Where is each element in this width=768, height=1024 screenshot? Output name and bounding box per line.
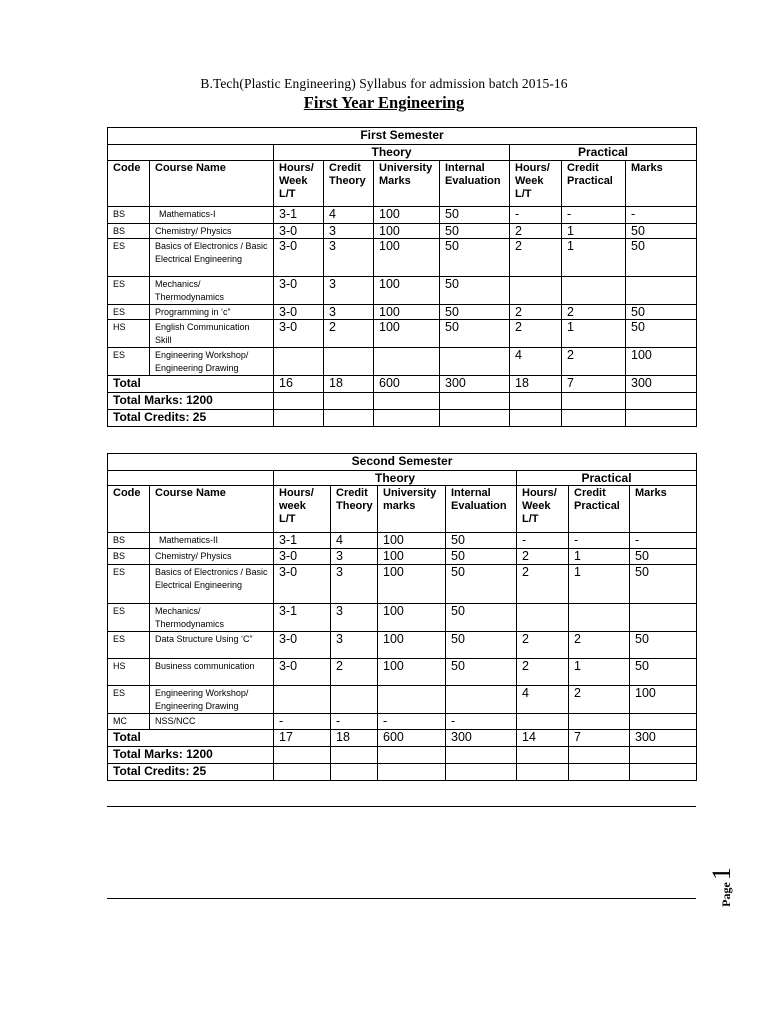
total-p-credit: 7 (569, 730, 630, 747)
course-credit: 2 (331, 659, 378, 686)
course-row (108, 549, 697, 565)
total-credit: 18 (331, 730, 378, 747)
course-internal: 50 (446, 604, 517, 632)
column-header-row (108, 486, 697, 533)
course-p-credit (562, 277, 626, 305)
document-subtitle: First Year Engineering (303, 93, 465, 112)
course-internal: 50 (446, 549, 517, 565)
course-credit: 3 (331, 632, 378, 659)
course-marks: 50 (630, 565, 697, 604)
total-credits: Total Credits: 25 (108, 410, 274, 427)
total-label: Total (108, 730, 274, 747)
university-marks-header: University Marks (374, 161, 440, 207)
course-marks: 50 (626, 239, 697, 277)
course-marks: 50 (626, 320, 697, 348)
course-p-hours: 4 (510, 348, 562, 376)
course-row (108, 239, 697, 277)
course-p-hours: 2 (517, 632, 569, 659)
course-hours (274, 686, 331, 714)
course-p-hours: 2 (510, 320, 562, 348)
hours-week-header: Hours/ Week L/T (274, 161, 324, 207)
course-credit (331, 686, 378, 714)
course-name: English Communication Skill (150, 320, 274, 348)
course-hours: 3-0 (274, 632, 331, 659)
total-row (108, 730, 697, 747)
footer-rule-bottom (107, 898, 696, 899)
university-marks-header: University marks (378, 486, 446, 533)
course-p-credit: 1 (569, 659, 630, 686)
course-code: HS (108, 659, 150, 686)
course-p-credit: - (562, 207, 626, 224)
course-univ: 100 (374, 320, 440, 348)
total-credits-blank (440, 410, 510, 427)
total-credits: Total Credits: 25 (108, 764, 274, 781)
course-credit: 4 (324, 207, 374, 224)
course-code: ES (108, 686, 150, 714)
course-univ: 100 (378, 632, 446, 659)
course-p-hours: 2 (510, 305, 562, 320)
course-univ: 100 (374, 305, 440, 320)
total-marks-blank (517, 747, 569, 764)
course-code: BS (108, 533, 150, 549)
course-p-credit: 2 (562, 305, 626, 320)
course-hours: 3-0 (274, 320, 324, 348)
course-marks: 50 (630, 659, 697, 686)
practical-group-header: Practical (517, 471, 697, 486)
course-internal: 50 (440, 277, 510, 305)
credit-practical-header: Credit Practical (562, 161, 626, 207)
course-marks (630, 604, 697, 632)
course-row (108, 714, 697, 730)
total-credit: 18 (324, 376, 374, 393)
course-p-hours: 2 (517, 565, 569, 604)
code-header: Code (108, 486, 150, 533)
total-internal: 300 (446, 730, 517, 747)
course-marks (630, 714, 697, 730)
course-code: MC (108, 714, 150, 730)
course-marks: 100 (630, 686, 697, 714)
total-marks-blank (630, 747, 697, 764)
page-word: Page (719, 882, 733, 907)
course-code: ES (108, 305, 150, 320)
practical-hours-header: Hours/ Week L/T (517, 486, 569, 533)
course-p-hours (510, 277, 562, 305)
total-credits-row (108, 410, 697, 427)
course-p-hours: 2 (517, 549, 569, 565)
internal-evaluation-header: Internal Evaluation (446, 486, 517, 533)
course-internal (440, 348, 510, 376)
course-hours: 3-1 (274, 533, 331, 549)
course-name: Chemistry/ Physics (150, 224, 274, 239)
total-credits-blank (324, 410, 374, 427)
course-univ (374, 348, 440, 376)
course-p-credit (569, 714, 630, 730)
course-internal: 50 (446, 632, 517, 659)
total-marks-blank (274, 393, 324, 410)
total-p-hours: 14 (517, 730, 569, 747)
course-code: BS (108, 207, 150, 224)
marks-header: Marks (626, 161, 697, 207)
course-p-hours: 2 (517, 659, 569, 686)
total-marks-blank (569, 747, 630, 764)
course-code: ES (108, 565, 150, 604)
course-credit: 3 (324, 224, 374, 239)
document-subtitle-wrap (0, 93, 768, 113)
course-credit: 3 (324, 305, 374, 320)
total-marks-row (108, 393, 697, 410)
internal-evaluation-header: Internal Evaluation (440, 161, 510, 207)
total-p-hours: 18 (510, 376, 562, 393)
first-semester-table (107, 127, 697, 427)
total-marks-blank (510, 393, 562, 410)
course-row (108, 604, 697, 632)
semester-title: First Semester (108, 128, 697, 145)
course-p-hours: 2 (510, 224, 562, 239)
course-row (108, 348, 697, 376)
total-label: Total (108, 376, 274, 393)
column-header-row (108, 161, 697, 207)
course-credit: 3 (324, 277, 374, 305)
total-credits-blank (630, 764, 697, 781)
course-internal: 50 (446, 533, 517, 549)
course-internal: 50 (446, 565, 517, 604)
course-row (108, 565, 697, 604)
semester-title-row (108, 454, 697, 471)
total-credits-blank (626, 410, 697, 427)
course-code: ES (108, 632, 150, 659)
course-p-credit: 2 (569, 686, 630, 714)
course-marks (626, 277, 697, 305)
total-credits-blank (569, 764, 630, 781)
course-hours: - (274, 714, 331, 730)
course-credit: 2 (324, 320, 374, 348)
course-univ: 100 (378, 533, 446, 549)
course-p-credit: - (569, 533, 630, 549)
total-marks-blank (626, 393, 697, 410)
course-name: Basics of Electronics / Basic Electrical Engineering (150, 565, 274, 604)
total-credits-blank (274, 764, 331, 781)
semester-title: Second Semester (108, 454, 697, 471)
course-internal: 50 (440, 320, 510, 348)
course-hours: 3-0 (274, 549, 331, 565)
course-name: Mathematics-I (150, 207, 274, 224)
total-p-credit: 7 (562, 376, 626, 393)
total-row (108, 376, 697, 393)
course-hours: 3-0 (274, 239, 324, 277)
course-code: HS (108, 320, 150, 348)
course-p-credit: 2 (569, 632, 630, 659)
course-name: Programming in ‘c” (150, 305, 274, 320)
page-number: 1 (707, 867, 736, 881)
course-hours: 3-1 (274, 604, 331, 632)
credit-theory-header: Credit Theory (331, 486, 378, 533)
total-univ: 600 (378, 730, 446, 747)
course-row (108, 686, 697, 714)
total-credits-blank (378, 764, 446, 781)
semester-title-row (108, 128, 697, 145)
course-hours: 3-0 (274, 224, 324, 239)
credit-theory-header: Credit Theory (324, 161, 374, 207)
course-p-hours: - (517, 533, 569, 549)
course-hours: 3-0 (274, 305, 324, 320)
total-hours: 17 (274, 730, 331, 747)
course-p-credit: 1 (562, 239, 626, 277)
course-name: Basics of Electronics / Basic Electrical Engineering (150, 239, 274, 277)
course-p-hours: 2 (510, 239, 562, 277)
course-univ: 100 (374, 207, 440, 224)
page-number-label (707, 867, 757, 907)
course-hours: 3-0 (274, 277, 324, 305)
credit-practical-header: Credit Practical (569, 486, 630, 533)
course-row (108, 277, 697, 305)
total-marks: Total Marks: 1200 (108, 393, 274, 410)
course-internal: - (446, 714, 517, 730)
course-credit: 3 (331, 604, 378, 632)
code-header: Code (108, 161, 150, 207)
course-univ: 100 (378, 565, 446, 604)
course-name: Engineering Workshop/ Engineering Drawing (150, 686, 274, 714)
course-credit: - (331, 714, 378, 730)
course-code: ES (108, 604, 150, 632)
total-marks-row (108, 747, 697, 764)
course-credit: 3 (324, 239, 374, 277)
course-hours (274, 348, 324, 376)
total-credits-blank (274, 410, 324, 427)
course-name: NSS/NCC (150, 714, 274, 730)
course-internal: 50 (440, 239, 510, 277)
practical-group-header: Practical (510, 145, 697, 161)
course-p-credit (569, 604, 630, 632)
course-marks: 50 (630, 549, 697, 565)
total-marks-blank (446, 747, 517, 764)
course-hours: 3-1 (274, 207, 324, 224)
course-p-credit: 2 (562, 348, 626, 376)
course-p-credit: 1 (569, 549, 630, 565)
total-credits-row (108, 764, 697, 781)
course-name-header: Course Name (150, 486, 274, 533)
course-internal (446, 686, 517, 714)
course-row (108, 305, 697, 320)
course-credit: 3 (331, 565, 378, 604)
total-marks: Total Marks: 1200 (108, 747, 274, 764)
course-credit: 3 (331, 549, 378, 565)
course-p-hours: 4 (517, 686, 569, 714)
total-credits-blank (517, 764, 569, 781)
total-credits-blank (510, 410, 562, 427)
course-row (108, 207, 697, 224)
total-marks-blank (378, 747, 446, 764)
total-marks-blank (440, 393, 510, 410)
course-univ: 100 (378, 604, 446, 632)
total-marks-blank (274, 747, 331, 764)
marks-header: Marks (630, 486, 697, 533)
course-name: Chemistry/ Physics (150, 549, 274, 565)
total-credits-blank (446, 764, 517, 781)
course-internal: 50 (440, 305, 510, 320)
course-hours: 3-0 (274, 659, 331, 686)
total-internal: 300 (440, 376, 510, 393)
course-p-credit: 1 (569, 565, 630, 604)
course-univ: 100 (378, 549, 446, 565)
total-credits-blank (562, 410, 626, 427)
course-internal: 50 (440, 207, 510, 224)
course-name: Mechanics/ Thermodynamics (150, 604, 274, 632)
course-hours: 3-0 (274, 565, 331, 604)
course-name: Business communication (150, 659, 274, 686)
document-title: B.Tech(Plastic Engineering) Syllabus for admission batch 2015-16 (200, 76, 568, 91)
course-row (108, 320, 697, 348)
course-name: Engineering Workshop/ Engineering Drawing (150, 348, 274, 376)
course-row (108, 533, 697, 549)
total-marks-blank (562, 393, 626, 410)
total-marks-blank (331, 747, 378, 764)
group-header-row (108, 471, 697, 486)
course-p-hours (517, 604, 569, 632)
course-univ: 100 (378, 659, 446, 686)
course-row (108, 632, 697, 659)
theory-group-header: Theory (274, 145, 510, 161)
course-credit (324, 348, 374, 376)
course-marks: 50 (626, 224, 697, 239)
course-marks: - (626, 207, 697, 224)
course-p-credit: 1 (562, 224, 626, 239)
course-internal: 50 (440, 224, 510, 239)
course-code: ES (108, 277, 150, 305)
course-name: Data Structure Using ‘C” (150, 632, 274, 659)
total-marks: 300 (630, 730, 697, 747)
course-univ: 100 (374, 239, 440, 277)
course-marks: 50 (626, 305, 697, 320)
course-marks: - (630, 533, 697, 549)
footer-rule-top (107, 806, 696, 807)
total-univ: 600 (374, 376, 440, 393)
practical-hours-header: Hours/ Week L/T (510, 161, 562, 207)
theory-group-header: Theory (274, 471, 517, 486)
course-marks: 50 (630, 632, 697, 659)
course-univ: 100 (374, 277, 440, 305)
course-p-hours: - (510, 207, 562, 224)
total-marks-blank (324, 393, 374, 410)
course-univ: 100 (374, 224, 440, 239)
total-marks-blank (374, 393, 440, 410)
total-hours: 16 (274, 376, 324, 393)
total-credits-blank (331, 764, 378, 781)
course-p-credit: 1 (562, 320, 626, 348)
course-marks: 100 (626, 348, 697, 376)
course-name: Mathematics-II (150, 533, 274, 549)
group-header-row (108, 145, 697, 161)
course-name-header: Course Name (150, 161, 274, 207)
course-row (108, 659, 697, 686)
total-credits-blank (374, 410, 440, 427)
course-univ (378, 686, 446, 714)
total-marks: 300 (626, 376, 697, 393)
course-internal: 50 (446, 659, 517, 686)
course-row (108, 224, 697, 239)
group-blank (108, 145, 274, 161)
course-p-hours (517, 714, 569, 730)
course-name: Mechanics/ Thermodynamics (150, 277, 274, 305)
course-code: ES (108, 239, 150, 277)
second-semester-table (107, 453, 697, 781)
course-code: BS (108, 549, 150, 565)
course-code: BS (108, 224, 150, 239)
hours-week-header: Hours/ week L/T (274, 486, 331, 533)
course-credit: 4 (331, 533, 378, 549)
group-blank (108, 471, 274, 486)
course-univ: - (378, 714, 446, 730)
course-code: ES (108, 348, 150, 376)
